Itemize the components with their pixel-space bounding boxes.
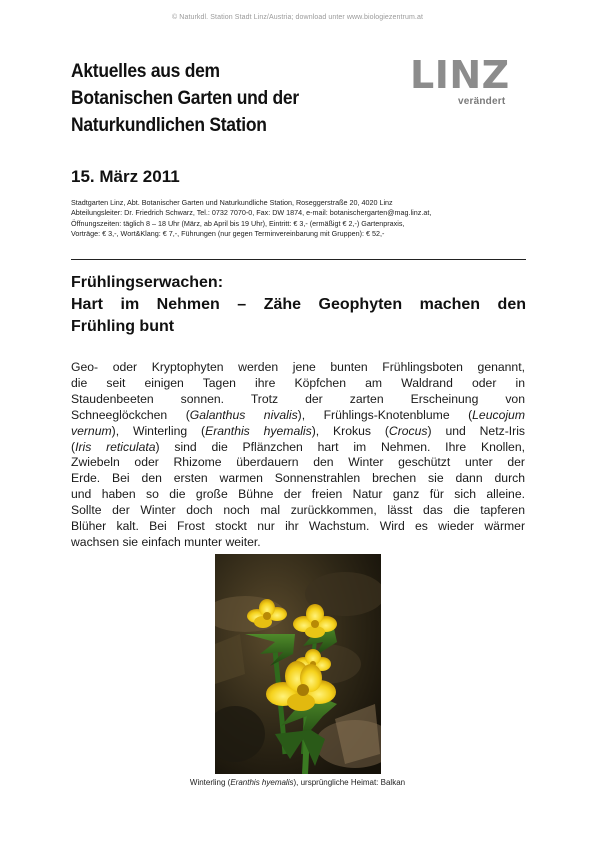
divider xyxy=(71,259,526,260)
species-name: Leucojum xyxy=(472,407,525,422)
body-text: ) sind die Pflänzchen hart im Nehmen. Ihre Knollen, xyxy=(155,439,525,454)
logo-wordmark: LINZ xyxy=(410,53,510,97)
page-title xyxy=(71,58,365,139)
article-body xyxy=(71,360,525,551)
body-line: Geo- oder Kryptophyten werden jene bunten Frühlingsboten genannt, xyxy=(71,360,525,374)
body-line: Sollte der Winter doch noch mal zurückkommen, lässt das die tapferen xyxy=(71,503,525,518)
body-line: wachsen sie einfach munter weiter. xyxy=(71,534,261,549)
headline-line: Frühlingserwachen: xyxy=(71,274,224,291)
watermark-text: © Naturkdl. Station Stadt Linz/Austria; download unter www.biologiezentrum.at xyxy=(172,14,423,21)
body-line: Zwiebeln oder Rhizome überdauern den Winter geschützt unter der xyxy=(71,455,525,470)
address-line: Vorträge: € 3,-, Wort&Klang: € 7,-, Führungen (nur gegen Terminvereinbarung mit Gruppen): € 52,- xyxy=(71,229,385,239)
caption-species: Eranthis hyemalis xyxy=(230,778,294,787)
headline-line: Hart im Nehmen – Zähe Geophyten machen den xyxy=(71,296,526,313)
body-line: Staudenbeeten sonnen. Trotz der zarten Erscheinung von xyxy=(71,391,525,406)
body-line: Blüher kalt. Bei Frost stockt nur ihr Wachstum. Wird es wieder wärmer xyxy=(71,519,525,534)
logo-tagline: verändert xyxy=(458,96,506,107)
body-line: Erde. Bei den ersten warmen Sonnenstrahlen brechen sie dann durch xyxy=(71,471,525,486)
title-line: Botanischen Garten und der xyxy=(71,88,299,109)
body-line xyxy=(71,440,525,456)
body-line xyxy=(71,408,525,424)
body-text: ), Frühlings-Knotenblume ( xyxy=(297,407,473,422)
photo-caption xyxy=(0,778,595,787)
address-line: Abteilungsleiter: Dr. Friedrich Schwarz, Tel.: 0732 7070-0, Fax: DW 1874, e-mail: botanischergarten@mag.linz.at, xyxy=(71,208,432,218)
species-name: Eranthis hyemalis xyxy=(205,423,312,438)
address-line: Stadtgarten Linz, Abt. Botanischer Garten und Naturkundliche Station, Roseggerstraße 20, 4020 Linz xyxy=(71,198,393,207)
body-text: Schneeglöckchen ( xyxy=(71,407,190,422)
issue-date: 15. März 2011 xyxy=(71,167,180,186)
caption-text: Winterling ( xyxy=(189,778,231,787)
article-headline xyxy=(71,272,526,338)
title-line: Aktuelles aus dem xyxy=(71,61,220,82)
headline-line: Frühling bunt xyxy=(71,318,175,335)
caption-text: ), ursprüngliche Heimat: Balkan xyxy=(293,778,406,787)
address-line: Öffnungszeiten: täglich 8 – 18 Uhr (März, ab April bis 19 Uhr), Eintritt: € 3,- (ermäßigt € 2,-) Gartenpraxis, xyxy=(71,218,405,228)
body-text: ), Krokus ( xyxy=(311,423,389,438)
body-text: ), Winterling ( xyxy=(111,423,206,438)
body-line: die seit einigen Tagen ihre Köpfchen am Waldrand oder in xyxy=(71,375,525,390)
body-text: ) und Netz-Iris xyxy=(427,423,525,438)
winter-aconite-photo xyxy=(215,554,381,774)
species-name: Galanthus nivalis xyxy=(189,407,298,422)
body-line: und haben so die große Bühne der freien Natur ganz für sich alleine. xyxy=(71,487,525,502)
body-line xyxy=(71,424,525,440)
linz-logo xyxy=(410,53,520,112)
address-block xyxy=(71,198,523,240)
body-text: ( xyxy=(71,439,76,454)
species-name: vernum xyxy=(71,423,112,438)
species-name: Iris reticulata xyxy=(75,439,156,454)
title-line: Naturkundlichen Station xyxy=(71,115,267,136)
species-name: Crocus xyxy=(388,423,428,438)
